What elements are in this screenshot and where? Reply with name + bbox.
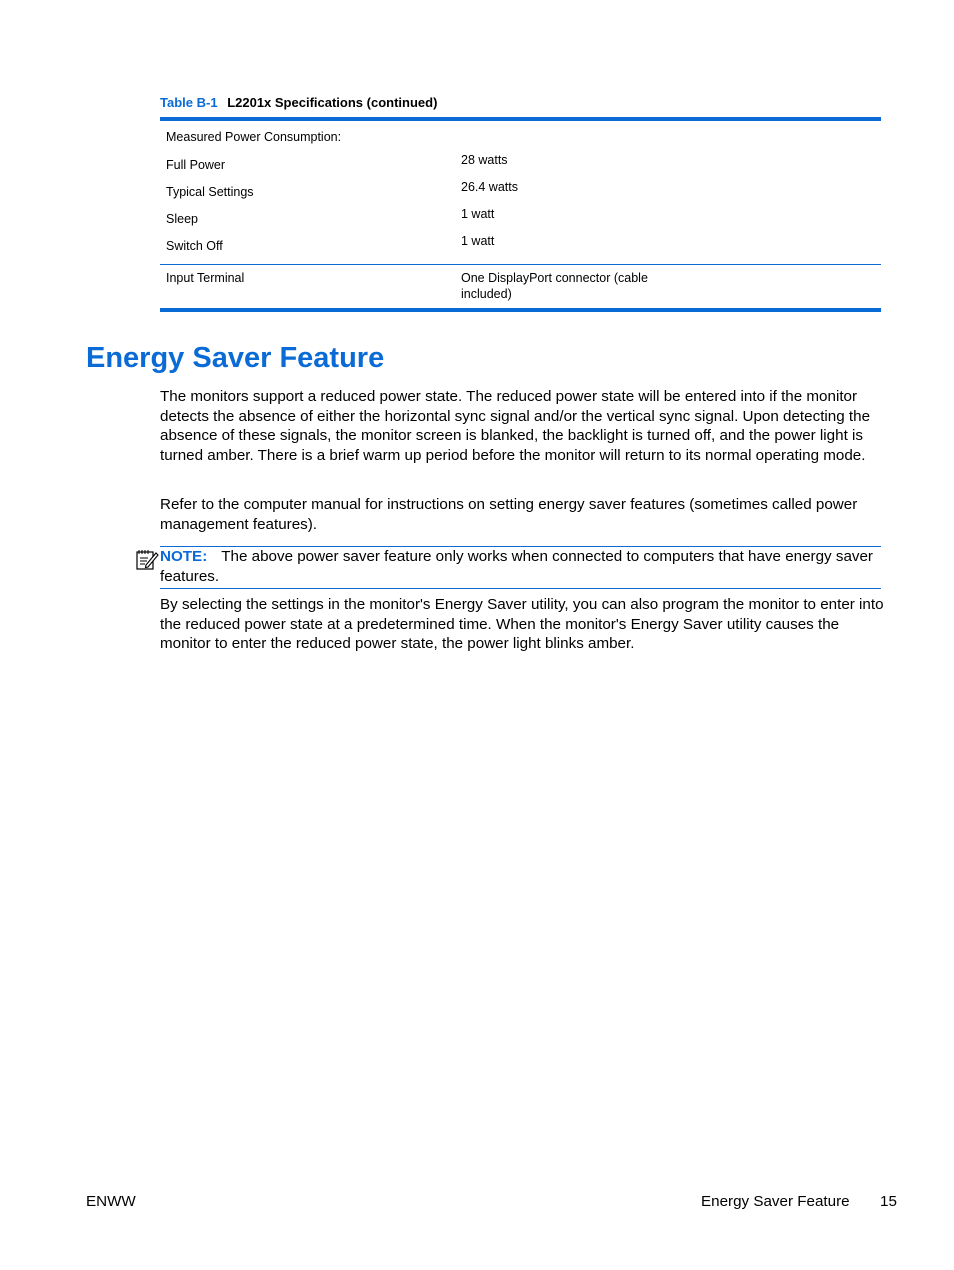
row-value-line: One DisplayPort connector (cable (461, 271, 648, 285)
row-label: Input Terminal (166, 271, 245, 285)
table-row (160, 205, 881, 232)
table-caption (160, 94, 437, 112)
table-row (160, 151, 881, 178)
row-label: Full Power (166, 158, 226, 172)
group-header: Measured Power Consumption: (166, 130, 342, 144)
note-label: NOTE: (160, 548, 208, 565)
table-row (160, 178, 881, 205)
table-bottom-rule (160, 308, 881, 312)
row-value-line: included) (461, 287, 512, 301)
table-caption-label: Table B-1 (160, 95, 218, 110)
table-row (160, 265, 881, 308)
note-box (160, 546, 881, 589)
paragraph-computer-manual: Refer to the computer manual for instructions on setting energy saver features (sometimes called power management features). (160, 496, 858, 533)
row-label: Sleep (166, 212, 198, 226)
note-text: The above power saver feature only works when connected to computers that have energy saver features. (160, 548, 873, 585)
table-row (160, 232, 881, 264)
row-value (461, 270, 648, 302)
row-value: 28 watts (461, 153, 508, 167)
row-label: Typical Settings (166, 185, 254, 199)
paragraph-energy-saver-utility: By selecting the settings in the monitor's Energy Saver utility, you can also program the monitor to enter into the reduced power state at a predetermined time. When the monitor's Energy Saver utility causes the monitor to enter the reduced power state, the power light blinks amber. (160, 596, 884, 652)
row-value: 1 watt (461, 207, 495, 221)
spec-table (160, 117, 881, 312)
footer-page-number: 15 (880, 1193, 897, 1210)
footer-section-name: Energy Saver Feature (701, 1193, 850, 1210)
footer-left: ENWW (86, 1193, 136, 1210)
table-row (160, 129, 881, 151)
note-pencil-icon (135, 547, 159, 571)
paragraph-reduced-power: The monitors support a reduced power state. The reduced power state will be entered into if the monitor detects the absence of either the horizontal sync signal and/or the vertical sync signal. Upon detecting the absence of these signals, the monitor screen is blanked, the backlight is turned off, and the power light is turned amber. There is a brief warm up period before the monitor will return to its normal operating mode. (160, 388, 871, 464)
table-caption-title: L2201x Specifications (continued) (227, 95, 438, 110)
row-label: Switch Off (166, 239, 223, 253)
row-value: 26.4 watts (461, 180, 518, 194)
row-value: 1 watt (461, 234, 495, 248)
power-consumption-group (160, 121, 881, 264)
section-heading: Energy Saver Feature (86, 342, 385, 374)
input-terminal-group (160, 265, 881, 308)
